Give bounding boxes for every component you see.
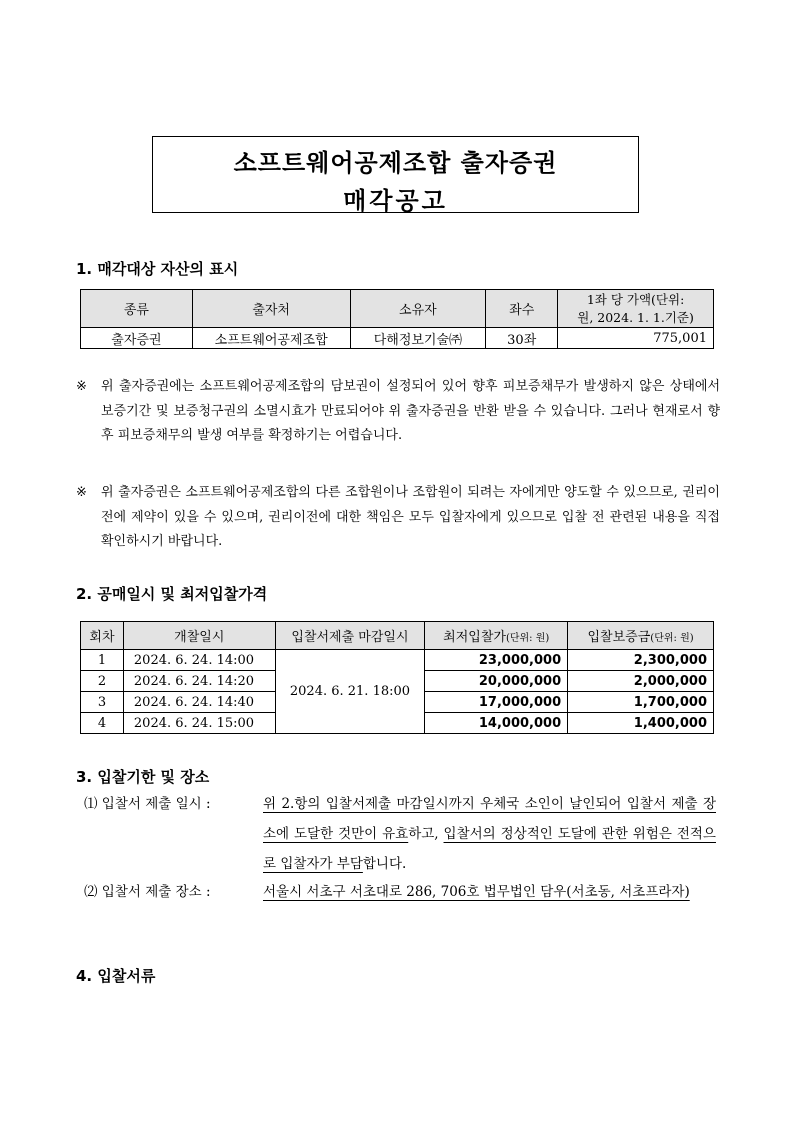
section4-heading: 4. 입찰서류	[76, 967, 156, 985]
submission-place-value: 서울시 서초구 서초대로 286, 706호 법무법인 담우(서초동, 서초프라자)	[263, 884, 690, 900]
section1-heading: 1. 매각대상 자산의 표시	[76, 260, 239, 278]
note-1	[76, 375, 720, 449]
cell-issuer: 소프트웨어공제조합	[192, 328, 350, 349]
submission-deadline-value	[263, 789, 716, 879]
note-text: 위 출자증권은 소프트웨어공제조합의 다른 조합원이나 조합원이 되려는 자에게만 양도할 수 있으므로, 권리이전에 제약이 있을 수 있으며, 권리이전에 대한 책임은 모두 입찰자에게 있으므로 입찰 전 관련된 내용을 직접 확인하시기 바랍니다.	[101, 485, 720, 549]
title-line1: 소프트웨어공제조합 출자증권	[233, 149, 558, 177]
title-line2: 매각공고	[343, 187, 448, 215]
cell-min-price: 20,000,000	[425, 671, 568, 692]
cell-count: 30좌	[486, 328, 558, 349]
cell-opening: 2024. 6. 24. 15:00	[123, 713, 275, 734]
header-deposit	[568, 622, 714, 650]
header-opening: 개찰일시	[123, 622, 275, 650]
cell-deadline: 2024. 6. 21. 18:00	[275, 650, 425, 734]
header-min-price-label: 최저입찰가	[443, 630, 506, 645]
note-text: 위 출자증권에는 소프트웨어공제조합의 담보권이 설정되어 있어 향후 피보증채무가 발생하지 않은 상태에서 보증기간 및 보증청구권의 소멸시효가 만료되어야 위 출자증권을 반환 받을 수 있습니다. 그러나 현재로서 향후 피보증채무의 발생 여부를 확정하기는 어렵습니다.	[101, 379, 720, 443]
table-row	[81, 650, 714, 671]
header-type: 종류	[81, 290, 193, 328]
cell-opening: 2024. 6. 24. 14:40	[123, 692, 275, 713]
cell-deposit: 2,300,000	[568, 650, 714, 671]
cell-round: 4	[81, 713, 124, 734]
title-box	[152, 136, 639, 213]
auction-table-header	[81, 622, 714, 650]
asset-table-header	[81, 290, 714, 328]
cell-round: 1	[81, 650, 124, 671]
cell-price: 775,001	[558, 328, 714, 349]
cell-min-price: 17,000,000	[425, 692, 568, 713]
auction-table	[80, 621, 714, 734]
cell-round: 2	[81, 671, 124, 692]
note-mark: ※	[76, 379, 87, 394]
table-row	[81, 328, 714, 349]
header-price-main: 1좌 당 가액(단위:	[586, 291, 685, 307]
submission-place-label: ⑵ 입찰서 제출 장소 :	[84, 884, 211, 900]
header-issuer: 출자처	[192, 290, 350, 328]
submission-deadline-text-2: 하고,	[408, 826, 444, 842]
cell-type: 출자증권	[81, 328, 193, 349]
cell-deposit: 2,000,000	[568, 671, 714, 692]
header-price	[558, 290, 714, 328]
header-price-sub: 원, 2024. 1. 1.기준)	[577, 309, 694, 325]
header-round: 회차	[81, 622, 124, 650]
submission-deadline-text-1: 위 2.항의 입찰서제출 마감일시까지 우체국 소인이 날인되어 입찰서 제출 장소에 도달한 것만이 유효	[263, 796, 716, 842]
section3-heading: 3. 입찰기한 및 장소	[76, 768, 210, 786]
header-min-price	[425, 622, 568, 650]
cell-owner: 다해정보기술㈜	[350, 328, 486, 349]
cell-opening: 2024. 6. 24. 14:20	[123, 671, 275, 692]
cell-deposit: 1,400,000	[568, 713, 714, 734]
cell-deposit: 1,700,000	[568, 692, 714, 713]
note-2	[76, 481, 720, 555]
header-owner: 소유자	[350, 290, 486, 328]
note-mark: ※	[76, 485, 87, 500]
header-deadline: 입찰서제출 마감일시	[275, 622, 425, 650]
asset-table	[80, 289, 714, 349]
header-count: 좌수	[486, 290, 558, 328]
submission-deadline-text-4: 합니다.	[362, 856, 407, 872]
header-deposit-unit: (단위: 원)	[650, 633, 694, 644]
submission-deadline-text-3: 입찰서의 정상적인 도달에 관한 위험은 전적으로 입찰자가 부담	[263, 826, 716, 872]
cell-round: 3	[81, 692, 124, 713]
cell-min-price: 23,000,000	[425, 650, 568, 671]
submission-deadline-label: ⑴ 입찰서 제출 일시 :	[84, 796, 211, 812]
cell-opening: 2024. 6. 24. 14:00	[123, 650, 275, 671]
submission-deadline-item	[84, 789, 720, 881]
submission-place-item	[84, 877, 720, 939]
header-min-price-unit: (단위: 원)	[505, 633, 550, 644]
header-deposit-label: 입찰보증금	[587, 630, 651, 645]
section2-heading: 2. 공매일시 및 최저입찰가격	[76, 585, 268, 603]
cell-min-price: 14,000,000	[425, 713, 568, 734]
